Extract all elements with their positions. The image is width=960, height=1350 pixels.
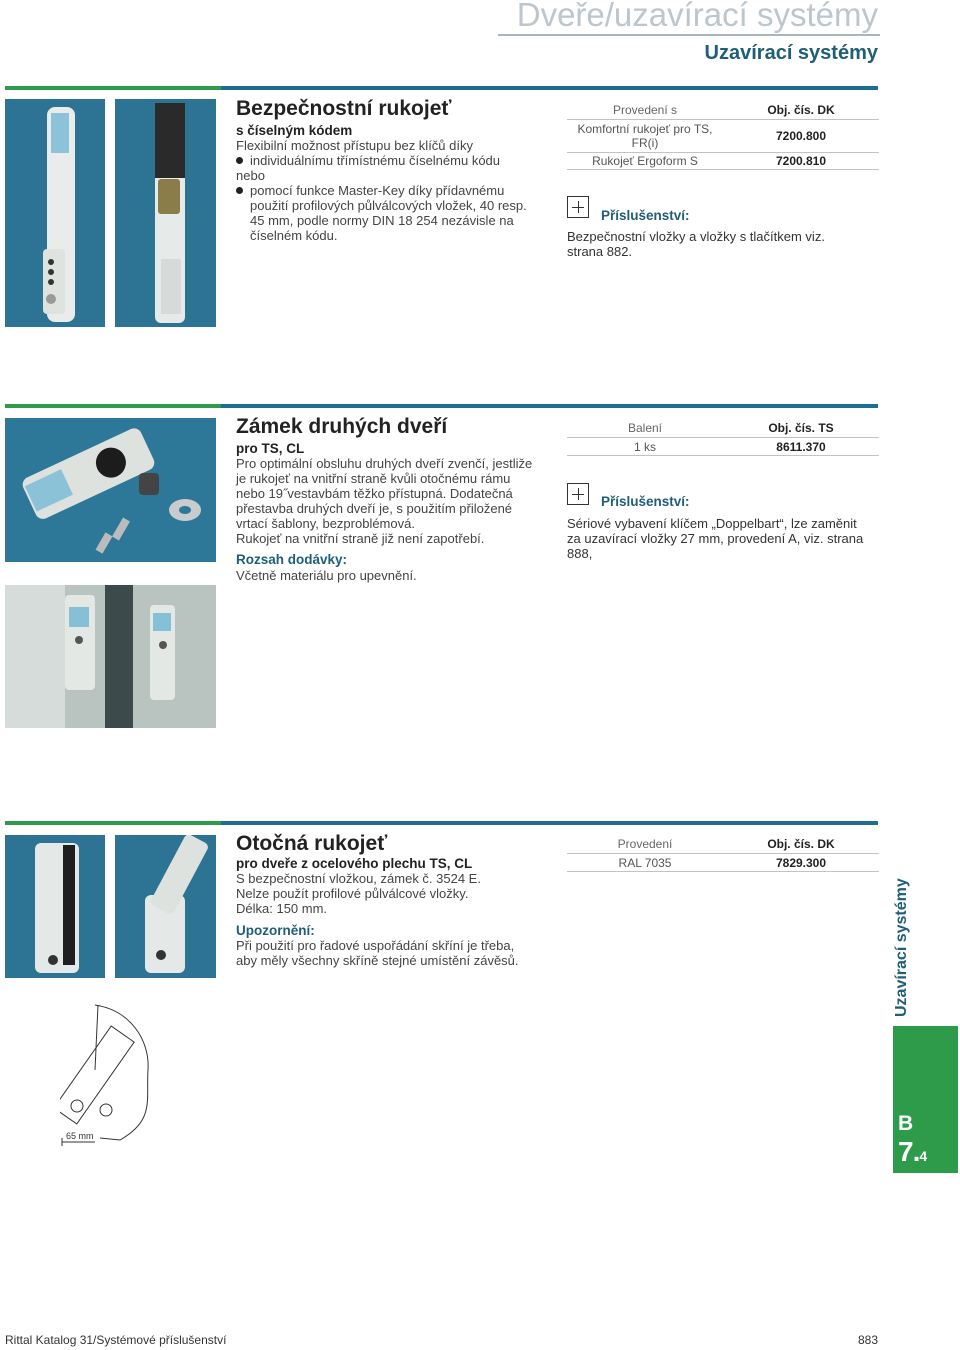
accessories-heading: Příslušenství: [601,494,690,509]
description-line: S bezpečnostní vložkou, zámek č. 3524 E. [236,871,481,886]
section-title: Bezpečnostní rukojeť [236,97,452,120]
delivery-text: Včetně materiálu pro upevnění. [236,568,417,583]
order-table [567,101,879,170]
page-header-title: Dveře/uzavírací systémy [516,0,878,33]
section-description [236,871,556,916]
table-cell-variant: Komfortní rukojeť pro TS, FR(i) [567,120,723,153]
table-cell-order-no: 7200.810 [723,153,879,170]
table-cell-order-no: 8611.370 [723,438,879,456]
page-number: 883 [857,1333,878,1347]
product-photo-second-door-lock-parts [5,418,216,562]
section-bar [221,404,878,408]
description-line: Nelze použít profilové půlválcové vložky. [236,886,469,901]
plus-icon [567,196,589,218]
section-bar [221,86,878,90]
table-header-order-no: Obj. čís. DK [723,101,879,120]
chapter-number [898,1136,926,1168]
product-photo-swing-handle-closed [5,835,105,978]
description-intro: Flexibilní možnost přístupu bez klíčů díky [236,138,473,153]
section-bar-accent [5,821,221,825]
header-divider [498,34,880,36]
description-or: nebo [236,168,265,183]
side-tab-chapter [893,1026,958,1173]
chapter-number-main: 7. [898,1136,920,1167]
bullet-item: pomocí funkce Master-Key díky přídavnému použití profilových půlválcových vložek, 40 resp. 45 mm, podle normy DIN 18 254 nezávisle na číselném kódu. [236,183,536,243]
table-header-packaging: Balení [567,419,723,438]
description-line: Délka: 150 mm. [236,901,328,916]
dimension-label: 65 mm [66,1131,94,1141]
section-bar [221,821,878,825]
section-title: Zámek druhých dveří [236,415,448,438]
bullet-item: individuálnímu třímístnému číselnému kódu [236,153,536,168]
section-subtitle: pro TS, CL [236,441,305,456]
side-tab-label: Uzavírací systémy [893,878,910,1017]
note-text: Při použití pro řadové uspořádání skříní je třeba, aby měly všechny skříně stejné umístění závěsů. [236,938,519,968]
chapter-number-sub: 4 [919,1148,927,1164]
page-header-subtitle: Uzavírací systémy [704,42,878,64]
table-header-variant: Provedení s [567,101,723,120]
plus-icon [567,483,589,505]
description-text-2: Rukojeť na vnitřní straně již není zapotřebí. [236,531,485,546]
section-bar-accent [5,404,221,408]
order-table [567,835,879,872]
table-header-order-no: Obj. čís. TS [723,419,879,438]
chapter-letter: B [898,1112,914,1135]
product-photo-security-handle-1 [5,99,105,327]
table-cell-packaging: 1 ks [567,438,723,456]
table-header-order-no: Obj. čís. DK [723,835,879,854]
note-heading: Upozornění: [236,923,315,938]
order-table [567,419,879,456]
accessories-text: Bezpečnostní vložky a vložky s tlačítkem viz. strana 882. [567,229,825,259]
table-cell-order-no: 7200.800 [723,120,879,153]
description-text: Pro optimální obsluhu druhých dveří zvenčí, jestliže je rukojeť na vnitřní straně kvůli otočnému rámu nebo 19˝vestavbám těžko přístupná. Dodatečná přestavba druhých dveří je, s použitím přiložené vrtací šablony, bezproblémová. [236,456,533,531]
section-bar-accent [5,86,221,90]
dimension-drawing [60,1000,170,1150]
product-photo-second-door-lock-installed [5,585,216,728]
table-cell-variant: RAL 7035 [567,854,723,872]
accessories-text: Sériové vybavení klíčem „Doppelbart“, lze zaměnit za uzavírací vložky 27 mm, provedení A, viz. strana 888, [567,516,864,561]
section-subtitle: s číselným kódem [236,123,353,138]
footer-catalog: Rittal Katalog 31/Systémové příslušenství [5,1333,227,1347]
product-photo-security-handle-2 [115,99,216,327]
section-subtitle: pro dveře z ocelového plechu TS, CL [236,856,473,871]
accessories-heading: Příslušenství: [601,208,690,223]
section-description [236,138,536,243]
table-cell-order-no: 7829.300 [723,854,879,872]
section-title: Otočná rukojeť [236,832,388,855]
delivery-heading: Rozsah dodávky: [236,552,348,567]
table-cell-variant: Rukojeť Ergoform S [567,153,723,170]
product-photo-swing-handle-open [115,835,216,978]
section-description [236,456,540,546]
table-header-variant: Provedení [567,835,723,854]
